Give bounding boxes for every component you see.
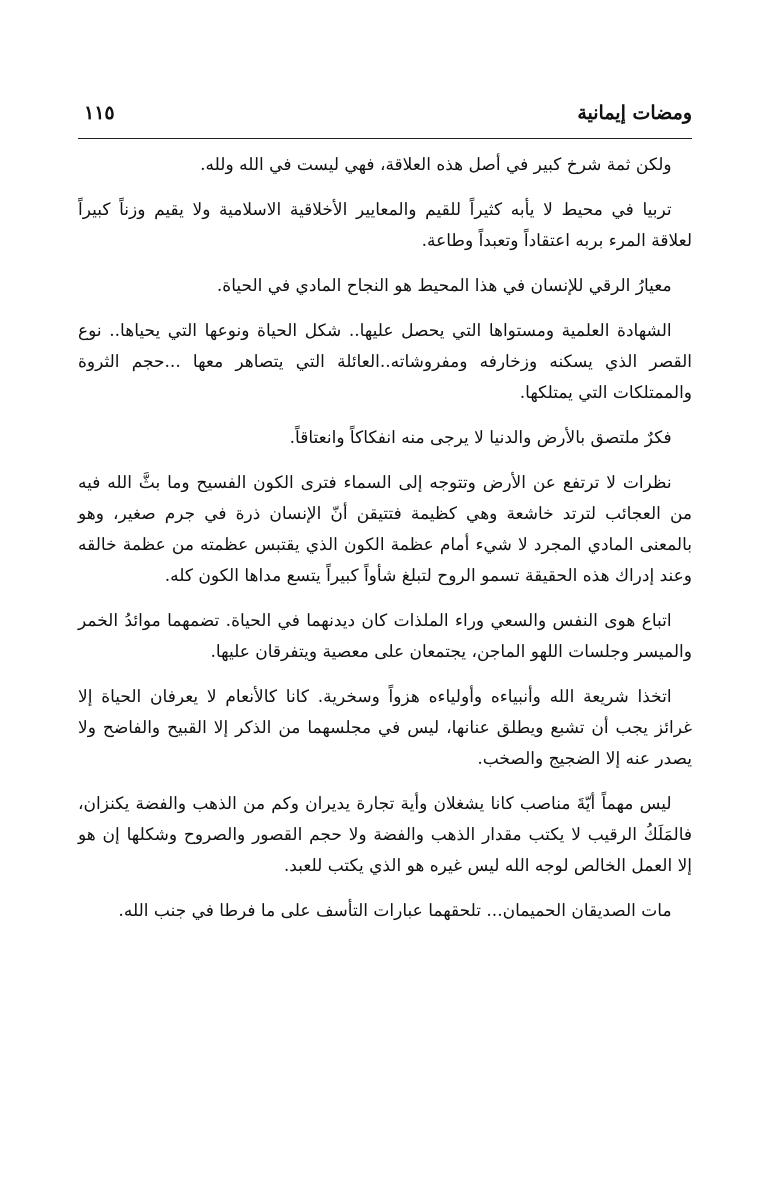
header-rule	[78, 138, 692, 139]
page-header	[78, 100, 692, 140]
paragraph: الشهادة العلمية ومستواها التي يحصل عليها.. شكل الحياة ونوعها التي يحياها.. نوع القصر الذي يسكنه وزخارفه ومفروشاته..العائلة التي يتصاهر معها ...حجم الثروة والممتلكات التي يمتلكها.	[78, 321, 692, 403]
paragraph: معيارُ الرقي للإنسان في هذا المحيط هو النجاح المادي في الحياة.	[216, 276, 672, 296]
paragraph: فكرٌ ملتصق بالأرض والدنيا لا يرجى منه انفكاكاً وانعتاقاً.	[289, 428, 672, 448]
page-body	[78, 150, 692, 941]
paragraph: ولكن ثمة شرخ كبير في أصل هذه العلاقة، فهي ليست في الله ولله.	[200, 155, 672, 175]
paragraph: تربيا في محيط لا يأبه كثيراً للقيم والمعايير الأخلاقية الاسلامية ولا يقيم وزناً كبيراً لعلاقة المرء بربه اعتقاداً وتعبداً وطاعة.	[78, 200, 692, 251]
page-number: ١١٥	[84, 102, 115, 124]
paragraph: اتباع هوى النفس والسعي وراء الملذات كان ديدنهما في الحياة. تضمهما موائدُ الخمر والميسر وجلسات اللهو الماجن، يجتمعان على معصية ويتفرقان عليها.	[78, 611, 692, 662]
running-title: ومضات إيمانية	[577, 102, 692, 124]
paragraph: مات الصديقان الحميمان... تلحقهما عبارات التأسف على ما فرطا في جنب الله.	[118, 901, 672, 921]
paragraph: اتخذا شريعة الله وأنبياءه وأولياءه هزواً وسخرية. كانا كالأنعام لا يعرفان الحياة إلا غرائز يجب أن تشبع ويطلق عنانها، ليس في مجلسهما من الذكر إلا القبيح والفاضح ولا يصدر عنه إلا الضجيج والصخب.	[78, 687, 692, 769]
paragraph: نظرات لا ترتفع عن الأرض وتتوجه إلى السماء فترى الكون الفسيح وما بثَّ الله فيه من العجائب لترتد خاشعة وهي كظيمة فتتيقن أنّ الإنسان ذرة في جرم صغير، وهو بالمعنى المادي المجرد لا شيء أمام عظمة الكون الذي يقتبس عظمته من عظمة خالقه وعند إدراك هذه الحقيقة تسمو الروح لتبلغ شأواً كبيراً يتسع مداها الكون كله.	[78, 473, 692, 586]
paragraph: ليس مهماً أيّةَ مناصب كانا يشغلان وأية تجارة يديران وكم من الذهب والفضة يكنزان، فالمَلَكُ الرقيب لا يكتب مقدار الذهب والفضة ولا حجم القصور والصروح وشكلها إن هو إلا العمل الخالص لوجه الله ليس غيره هو الذي يكتب للعبد.	[78, 794, 692, 876]
